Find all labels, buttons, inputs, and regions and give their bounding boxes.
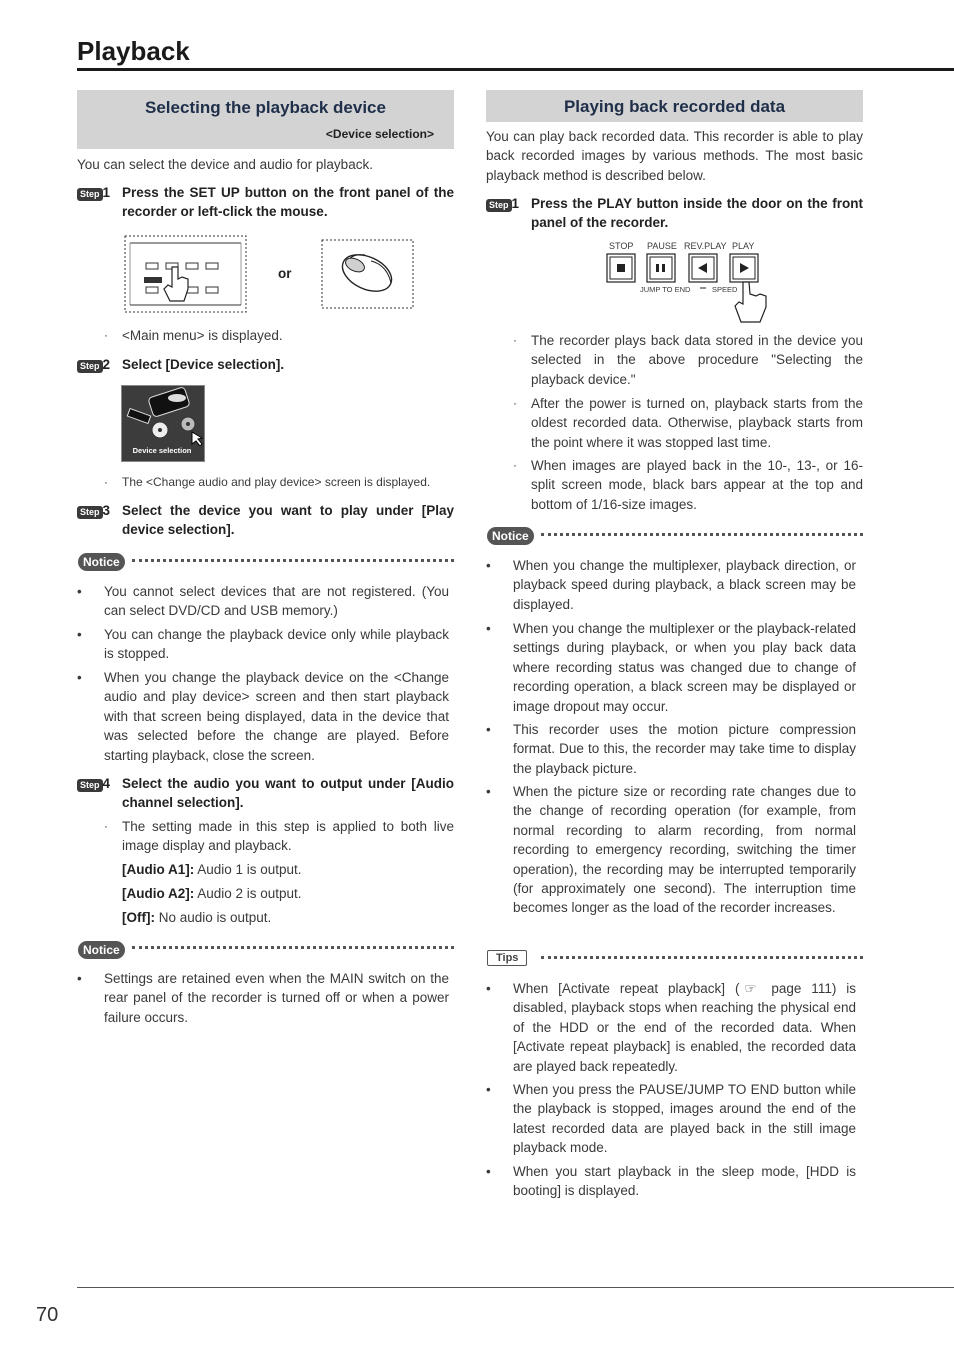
notice-badge: Notice — [78, 553, 125, 571]
footer-rule — [77, 1287, 954, 1288]
notice-badge: Notice — [78, 941, 125, 959]
right-step-1-note: The recorder plays back data stored in the device you selected in the above procedure "Selecting the playback device." — [531, 333, 863, 387]
playback-buttons-figure — [600, 240, 770, 330]
tips-item: When you press the PAUSE/JUMP TO END button while the playback is stopped, images around the end of the latest recorded data are played back in the still image playback mode. — [513, 1082, 856, 1156]
bullet-marker: · — [104, 819, 108, 833]
step-badge: Step — [77, 360, 103, 373]
button-label-rev-play: REV.PLAY — [684, 241, 727, 251]
button-label-play: PLAY — [732, 241, 755, 251]
notice-item: You can change the playback device only while playback is stopped. — [104, 627, 449, 662]
bullet-marker: · — [513, 458, 517, 472]
device-selection-icon-label: Device selection — [132, 446, 192, 455]
tips-divider — [541, 956, 863, 959]
bullet-marker: · — [513, 396, 517, 410]
right-intro: You can play back recorded data. This recorder is able to play back recorded images by various methods. The most basic playback method is described below. — [486, 129, 863, 183]
left-section-title: Selecting the playback device — [145, 98, 386, 117]
notice-divider — [132, 946, 454, 949]
step-number: 4 — [102, 776, 111, 791]
right-step-1-note: When images are played back in the 10-, 13-, or 16-split screen mode, black bars appear at the top and bottom of 1/16-size images. — [531, 458, 863, 512]
notice-item: Settings are retained even when the MAIN switch on the rear panel of the recorder is turned off or when a power failure occurs. — [104, 971, 449, 1025]
audio-a1-text: Audio 1 is output. — [194, 862, 302, 877]
notice-divider — [541, 533, 863, 536]
bullet-marker: • — [486, 558, 491, 573]
left-step-1-text: Press the SET UP button on the front panel of the recorder or left-click the mouse. — [122, 185, 454, 220]
notice-item: When you change the playback device on the <Change audio and play device> screen and then start playback with that screen being displayed, data in the device that was selected before the change are played. Before starting playback, close the screen. — [104, 670, 449, 763]
bullet-marker: • — [486, 1164, 491, 1179]
left-step-1-note: <Main menu> is displayed. — [122, 328, 283, 343]
front-panel-figure — [124, 235, 247, 313]
step-badge: Step — [77, 188, 103, 201]
left-step-3-text: Select the device you want to play under [Play device selection]. — [122, 503, 454, 538]
step-badge: Step — [77, 506, 103, 519]
notice-divider — [132, 559, 454, 562]
bullet-marker: • — [486, 621, 491, 636]
right-section-header — [486, 90, 863, 122]
mouse-figure — [321, 239, 414, 309]
bullet-marker: • — [486, 981, 491, 996]
audio-a2-label: [Audio A2]: — [122, 886, 195, 901]
notice-item: You cannot select devices that are not registered. (You can select DVD/CD and USB memory.) — [104, 584, 449, 619]
bullet-marker: • — [486, 784, 491, 799]
notice-item: When you change the multiplexer or the playback-related settings during playback, or when you play back data where recording status was changed due to change of recording operation, a black screen may be displayed or image dropout may occur. — [513, 621, 856, 714]
left-section-subtitle: <Device selection> — [325, 127, 434, 141]
device-selection-icon — [121, 385, 205, 462]
right-step-1-text: Press the PLAY button inside the door on the front panel of the recorder. — [531, 196, 863, 231]
tips-item — [513, 979, 856, 1076]
bullet-marker: • — [77, 584, 82, 599]
left-intro: You can select the device and audio for playback. — [77, 157, 373, 172]
tips-badge: Tips — [487, 950, 527, 966]
bullet-marker: · — [104, 328, 108, 342]
page-number: 70 — [36, 1304, 59, 1326]
bullet-marker: · — [104, 475, 108, 489]
button-sub-label-jump-to-end: JUMP TO END — [640, 285, 691, 294]
left-step-4-note: The setting made in this step is applied to both live image display and playback. — [122, 819, 454, 854]
right-section-title: Playing back recorded data — [563, 97, 786, 116]
tips-item-1-start: When [Activate repeat playback] ( — [513, 981, 740, 996]
bullet-marker: • — [486, 722, 491, 737]
right-step-1-note: After the power is turned on, playback starts from the oldest recorded data. Otherwise, playback starts from the point where it was stopped last time. — [531, 396, 863, 450]
notice-item: When the picture size or recording rate changes due to the change of recording operation (for example, from normal recording to alarm recording, from normal recording to emergency recording, switching the timer operation), the recording may be interrupted temporarily (for approximately one second). The interruption time becomes longer as the load of the recorder increases. — [513, 784, 856, 916]
notice-item: When you change the multiplexer, playback direction, or playback speed during playback, a black screen may be displayed. — [513, 558, 856, 612]
bullet-marker: • — [77, 971, 82, 986]
audio-a1-label: [Audio A1]: — [122, 862, 195, 877]
tips-item: When you start playback in the sleep mode, [HDD is booting] is displayed. — [513, 1164, 856, 1199]
page-title: Playback — [77, 36, 190, 66]
audio-a1-row — [122, 860, 302, 879]
bullet-marker: · — [513, 333, 517, 347]
left-step-2-text: Select [Device selection]. — [122, 357, 285, 372]
audio-off-text: No audio is output. — [154, 910, 272, 925]
step-number: 2 — [102, 357, 111, 372]
button-label-pause: PAUSE — [647, 241, 677, 251]
bullet-marker: • — [486, 1082, 491, 1097]
title-rule — [77, 68, 954, 71]
step-badge: Step — [486, 199, 512, 212]
left-step-4-text: Select the audio you want to output under [Audio channel selection]. — [122, 776, 454, 811]
bullet-marker: • — [77, 627, 82, 642]
audio-a2-text: Audio 2 is output. — [194, 886, 302, 901]
left-step-4 — [77, 774, 110, 793]
step-number: 3 — [102, 503, 111, 518]
notice-badge: Notice — [487, 527, 534, 545]
button-label-stop: STOP — [609, 241, 634, 251]
button-sub-label-speed: SPEED — [712, 285, 738, 294]
audio-a2-row — [122, 884, 302, 903]
left-step-3 — [77, 501, 110, 520]
page-reference-icon: ☞ — [744, 981, 757, 996]
right-step-1 — [486, 194, 519, 213]
audio-off-label: [Off]: — [122, 910, 155, 925]
audio-off-row — [122, 908, 271, 927]
left-section-header — [77, 90, 454, 149]
figure-or-label: or — [278, 266, 292, 281]
step-number: 1 — [511, 196, 520, 211]
left-step-2 — [77, 355, 110, 374]
left-step-2-note: The <Change audio and play device> screen is displayed. — [122, 475, 431, 489]
tips-item-1-end: page 111) is disabled, playback stops when reaching the physical end of the HDD or the end of the recorded data. When [Activate repeat playback] is enabled, the recorded data are played back repeatedly. — [513, 981, 856, 1074]
notice-item: This recorder uses the motion picture compression format. Due to this, the recorder may take time to display the playback picture. — [513, 722, 856, 776]
step-number: 1 — [102, 185, 111, 200]
step-badge: Step — [77, 779, 103, 792]
bullet-marker: • — [77, 670, 82, 685]
